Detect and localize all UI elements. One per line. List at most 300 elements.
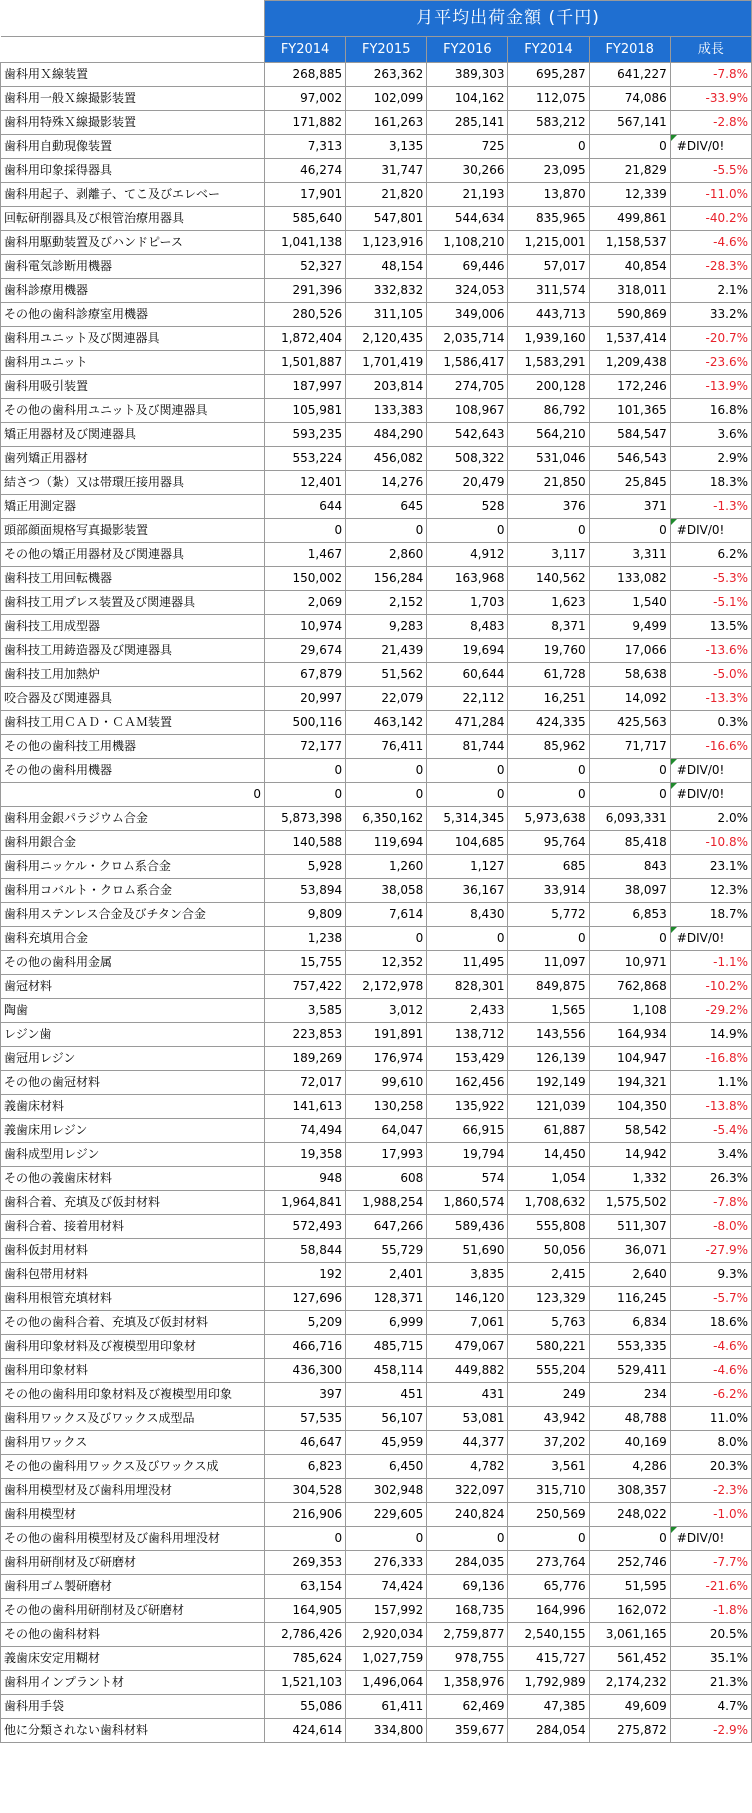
value-cell[interactable]: 835,965 [508, 207, 589, 231]
value-cell[interactable]: 3,061,165 [589, 1623, 670, 1647]
value-cell[interactable]: 456,082 [346, 447, 427, 471]
value-cell[interactable]: 0 [508, 927, 589, 951]
value-cell[interactable]: 164,934 [589, 1023, 670, 1047]
value-cell[interactable]: 276,333 [346, 1551, 427, 1575]
value-cell[interactable]: 43,942 [508, 1407, 589, 1431]
value-cell[interactable]: 6,823 [265, 1455, 346, 1479]
value-cell[interactable]: 500,116 [265, 711, 346, 735]
value-cell[interactable]: 0 [346, 927, 427, 951]
value-cell[interactable]: 12,339 [589, 183, 670, 207]
value-cell[interactable]: 127,696 [265, 1287, 346, 1311]
value-cell[interactable]: 3,835 [427, 1263, 508, 1287]
row-label-cell[interactable]: レジン歯 [1, 1023, 265, 1047]
growth-cell[interactable]: 6.2% [670, 543, 751, 567]
growth-cell[interactable]: 1.1% [670, 1071, 751, 1095]
value-cell[interactable]: 104,350 [589, 1095, 670, 1119]
value-cell[interactable]: 471,284 [427, 711, 508, 735]
value-cell[interactable]: 48,788 [589, 1407, 670, 1431]
value-cell[interactable]: 20,479 [427, 471, 508, 495]
value-cell[interactable]: 85,962 [508, 735, 589, 759]
value-cell[interactable]: 2,920,034 [346, 1623, 427, 1647]
value-cell[interactable]: 9,499 [589, 615, 670, 639]
value-cell[interactable]: 116,245 [589, 1287, 670, 1311]
value-cell[interactable]: 15,755 [265, 951, 346, 975]
value-cell[interactable]: 5,973,638 [508, 807, 589, 831]
value-cell[interactable]: 58,638 [589, 663, 670, 687]
value-cell[interactable]: 14,276 [346, 471, 427, 495]
row-label-cell[interactable]: その他の歯科材料 [1, 1623, 265, 1647]
row-label-cell[interactable]: 歯科用Ｘ線装置 [1, 63, 265, 87]
growth-cell[interactable]: 12.3% [670, 879, 751, 903]
value-cell[interactable]: 36,167 [427, 879, 508, 903]
row-label-cell[interactable]: 歯科用模型材 [1, 1503, 265, 1527]
value-cell[interactable]: 14,092 [589, 687, 670, 711]
value-cell[interactable]: 74,424 [346, 1575, 427, 1599]
value-cell[interactable]: 50,056 [508, 1239, 589, 1263]
value-cell[interactable]: 128,371 [346, 1287, 427, 1311]
value-cell[interactable]: 2,069 [265, 591, 346, 615]
growth-cell[interactable]: -16.8% [670, 1047, 751, 1071]
row-label-cell[interactable]: 歯科技工用ＣＡＤ・ＣＡＭ装置 [1, 711, 265, 735]
value-cell[interactable]: 12,352 [346, 951, 427, 975]
value-cell[interactable]: 511,307 [589, 1215, 670, 1239]
value-cell[interactable]: 334,800 [346, 1719, 427, 1743]
value-cell[interactable]: 0 [508, 759, 589, 783]
value-cell[interactable]: 1,565 [508, 999, 589, 1023]
value-cell[interactable]: 19,694 [427, 639, 508, 663]
value-cell[interactable]: 52,327 [265, 255, 346, 279]
value-cell[interactable]: 61,728 [508, 663, 589, 687]
value-cell[interactable]: 7,313 [265, 135, 346, 159]
row-label-cell[interactable]: 矯正用器材及び関連器具 [1, 423, 265, 447]
value-cell[interactable]: 280,526 [265, 303, 346, 327]
value-cell[interactable]: 123,329 [508, 1287, 589, 1311]
value-cell[interactable]: 0 [346, 759, 427, 783]
growth-cell[interactable]: 20.5% [670, 1623, 751, 1647]
value-cell[interactable]: 553,224 [265, 447, 346, 471]
value-cell[interactable]: 263,362 [346, 63, 427, 87]
value-cell[interactable]: 240,824 [427, 1503, 508, 1527]
value-cell[interactable]: 189,269 [265, 1047, 346, 1071]
value-cell[interactable]: 978,755 [427, 1647, 508, 1671]
value-cell[interactable]: 311,574 [508, 279, 589, 303]
growth-cell[interactable]: -7.7% [670, 1551, 751, 1575]
value-cell[interactable]: 229,605 [346, 1503, 427, 1527]
growth-cell[interactable]: -1.3% [670, 495, 751, 519]
growth-cell[interactable]: -16.6% [670, 735, 751, 759]
value-cell[interactable]: 641,227 [589, 63, 670, 87]
value-cell[interactable]: 153,429 [427, 1047, 508, 1071]
value-cell[interactable]: 29,674 [265, 639, 346, 663]
value-cell[interactable]: 86,792 [508, 399, 589, 423]
value-cell[interactable]: 164,996 [508, 1599, 589, 1623]
value-cell[interactable]: 644 [265, 495, 346, 519]
value-cell[interactable]: 0 [427, 927, 508, 951]
value-cell[interactable]: 5,763 [508, 1311, 589, 1335]
growth-cell[interactable]: 2.9% [670, 447, 751, 471]
value-cell[interactable]: 2,174,232 [589, 1671, 670, 1695]
value-cell[interactable]: 1,054 [508, 1167, 589, 1191]
value-cell[interactable]: 376 [508, 495, 589, 519]
value-cell[interactable]: 51,690 [427, 1239, 508, 1263]
growth-cell[interactable]: -11.0% [670, 183, 751, 207]
row-label-cell[interactable]: 結さつ（紮）又は帯環圧接用器具 [1, 471, 265, 495]
value-cell[interactable]: 685 [508, 855, 589, 879]
value-cell[interactable]: 63,154 [265, 1575, 346, 1599]
value-cell[interactable]: 203,814 [346, 375, 427, 399]
value-cell[interactable]: 85,418 [589, 831, 670, 855]
growth-error-cell[interactable]: #DIV/0! [670, 1527, 751, 1551]
row-label-cell[interactable]: 歯科成型用レジン [1, 1143, 265, 1167]
row-label-cell[interactable]: 義歯床用レジン [1, 1119, 265, 1143]
value-cell[interactable]: 69,446 [427, 255, 508, 279]
value-cell[interactable]: 608 [346, 1167, 427, 1191]
growth-cell[interactable]: -13.8% [670, 1095, 751, 1119]
col-header-fy2016[interactable]: FY2016 [427, 37, 508, 63]
value-cell[interactable]: 2,401 [346, 1263, 427, 1287]
row-label-cell[interactable]: その他の歯科用ユニット及び関連器具 [1, 399, 265, 423]
value-cell[interactable]: 3,311 [589, 543, 670, 567]
value-cell[interactable]: 1,540 [589, 591, 670, 615]
value-cell[interactable]: 13,870 [508, 183, 589, 207]
row-label-cell[interactable]: その他の義歯床材料 [1, 1167, 265, 1191]
value-cell[interactable]: 74,086 [589, 87, 670, 111]
growth-cell[interactable]: -6.2% [670, 1383, 751, 1407]
value-cell[interactable]: 104,162 [427, 87, 508, 111]
value-cell[interactable]: 785,624 [265, 1647, 346, 1671]
corner-cell[interactable] [1, 1, 265, 37]
value-cell[interactable]: 1,260 [346, 855, 427, 879]
growth-cell[interactable]: 18.3% [670, 471, 751, 495]
growth-cell[interactable]: -28.3% [670, 255, 751, 279]
value-cell[interactable]: 36,071 [589, 1239, 670, 1263]
row-label-cell[interactable]: その他の歯科合着、充填及び仮封材料 [1, 1311, 265, 1335]
value-cell[interactable]: 0 [265, 519, 346, 543]
row-label-cell[interactable]: 歯科用インプラント材 [1, 1671, 265, 1695]
value-cell[interactable]: 74,494 [265, 1119, 346, 1143]
value-cell[interactable]: 105,981 [265, 399, 346, 423]
row-label-cell[interactable]: 歯科用銀合金 [1, 831, 265, 855]
value-cell[interactable]: 1,872,404 [265, 327, 346, 351]
value-cell[interactable]: 567,141 [589, 111, 670, 135]
value-cell[interactable]: 828,301 [427, 975, 508, 999]
growth-cell[interactable]: 3.6% [670, 423, 751, 447]
value-cell[interactable]: 389,303 [427, 63, 508, 87]
value-cell[interactable]: 2,540,155 [508, 1623, 589, 1647]
value-cell[interactable]: 25,845 [589, 471, 670, 495]
value-cell[interactable]: 311,105 [346, 303, 427, 327]
value-cell[interactable]: 140,588 [265, 831, 346, 855]
growth-cell[interactable]: 2.0% [670, 807, 751, 831]
value-cell[interactable]: 2,640 [589, 1263, 670, 1287]
value-cell[interactable]: 324,053 [427, 279, 508, 303]
value-cell[interactable]: 1,583,291 [508, 351, 589, 375]
value-cell[interactable]: 466,716 [265, 1335, 346, 1359]
value-cell[interactable]: 133,383 [346, 399, 427, 423]
value-cell[interactable]: 5,209 [265, 1311, 346, 1335]
value-cell[interactable]: 8,430 [427, 903, 508, 927]
value-cell[interactable]: 0 [589, 783, 670, 807]
value-cell[interactable]: 561,452 [589, 1647, 670, 1671]
row-label-cell[interactable]: 歯冠用レジン [1, 1047, 265, 1071]
row-label-cell[interactable]: 歯科用特殊Ｘ線撮影装置 [1, 111, 265, 135]
value-cell[interactable]: 547,801 [346, 207, 427, 231]
row-label-cell[interactable]: 陶歯 [1, 999, 265, 1023]
value-cell[interactable]: 168,735 [427, 1599, 508, 1623]
value-cell[interactable]: 121,039 [508, 1095, 589, 1119]
value-cell[interactable]: 528 [427, 495, 508, 519]
value-cell[interactable]: 126,139 [508, 1047, 589, 1071]
col-header-fy2014[interactable]: FY2014 [265, 37, 346, 63]
value-cell[interactable]: 443,713 [508, 303, 589, 327]
row-label-cell[interactable]: 歯科仮封用材料 [1, 1239, 265, 1263]
value-cell[interactable]: 4,286 [589, 1455, 670, 1479]
row-label-cell[interactable]: 他に分類されない歯科材料 [1, 1719, 265, 1743]
value-cell[interactable]: 17,066 [589, 639, 670, 663]
row-label-cell[interactable]: 歯科用ゴム製研磨材 [1, 1575, 265, 1599]
value-cell[interactable]: 19,358 [265, 1143, 346, 1167]
value-cell[interactable]: 108,967 [427, 399, 508, 423]
row-label-cell[interactable]: 歯科用ユニット及び関連器具 [1, 327, 265, 351]
value-cell[interactable]: 3,117 [508, 543, 589, 567]
value-cell[interactable]: 55,086 [265, 1695, 346, 1719]
value-cell[interactable]: 555,808 [508, 1215, 589, 1239]
row-label-cell[interactable]: 義歯床安定用糊材 [1, 1647, 265, 1671]
value-cell[interactable]: 14,942 [589, 1143, 670, 1167]
row-label-cell[interactable]: 歯科包帯用材料 [1, 1263, 265, 1287]
growth-cell[interactable]: 18.6% [670, 1311, 751, 1335]
value-cell[interactable]: 61,887 [508, 1119, 589, 1143]
value-cell[interactable]: 164,905 [265, 1599, 346, 1623]
growth-error-cell[interactable]: #DIV/0! [670, 783, 751, 807]
value-cell[interactable]: 1,586,417 [427, 351, 508, 375]
value-cell[interactable]: 546,543 [589, 447, 670, 471]
value-cell[interactable]: 10,974 [265, 615, 346, 639]
value-cell[interactable]: 284,054 [508, 1719, 589, 1743]
value-cell[interactable]: 269,353 [265, 1551, 346, 1575]
value-cell[interactable]: 0 [427, 783, 508, 807]
value-cell[interactable]: 22,079 [346, 687, 427, 711]
value-cell[interactable]: 1,108 [589, 999, 670, 1023]
value-cell[interactable]: 0 [508, 783, 589, 807]
value-cell[interactable]: 56,107 [346, 1407, 427, 1431]
row-label-cell[interactable]: その他の歯冠材料 [1, 1071, 265, 1095]
value-cell[interactable]: 19,794 [427, 1143, 508, 1167]
value-cell[interactable]: 51,562 [346, 663, 427, 687]
value-cell[interactable]: 162,072 [589, 1599, 670, 1623]
value-cell[interactable]: 99,610 [346, 1071, 427, 1095]
row-label-cell[interactable]: その他の歯科用金属 [1, 951, 265, 975]
growth-cell[interactable]: 16.8% [670, 399, 751, 423]
value-cell[interactable]: 371 [589, 495, 670, 519]
row-label-cell[interactable]: 歯科用模型材及び歯科用埋没材 [1, 1479, 265, 1503]
row-label-cell[interactable]: その他の歯科用研削材及び研磨材 [1, 1599, 265, 1623]
value-cell[interactable]: 2,433 [427, 999, 508, 1023]
value-cell[interactable]: 17,993 [346, 1143, 427, 1167]
value-cell[interactable]: 0 [589, 759, 670, 783]
row-label-cell[interactable]: 歯科電気診断用機器 [1, 255, 265, 279]
growth-cell[interactable]: -4.6% [670, 1335, 751, 1359]
value-cell[interactable]: 6,350,162 [346, 807, 427, 831]
value-cell[interactable]: 64,047 [346, 1119, 427, 1143]
value-cell[interactable]: 1,215,001 [508, 231, 589, 255]
value-cell[interactable]: 17,901 [265, 183, 346, 207]
value-cell[interactable]: 1,332 [589, 1167, 670, 1191]
value-cell[interactable]: 1,027,759 [346, 1647, 427, 1671]
growth-cell[interactable]: -7.8% [670, 63, 751, 87]
value-cell[interactable]: 9,283 [346, 615, 427, 639]
value-cell[interactable]: 590,869 [589, 303, 670, 327]
value-cell[interactable]: 1,238 [265, 927, 346, 951]
value-cell[interactable]: 21,193 [427, 183, 508, 207]
value-cell[interactable]: 553,335 [589, 1335, 670, 1359]
value-cell[interactable]: 141,613 [265, 1095, 346, 1119]
value-cell[interactable]: 1,496,064 [346, 1671, 427, 1695]
value-cell[interactable]: 138,712 [427, 1023, 508, 1047]
value-cell[interactable]: 0 [589, 135, 670, 159]
value-cell[interactable]: 308,357 [589, 1479, 670, 1503]
value-cell[interactable]: 397 [265, 1383, 346, 1407]
row-label-cell[interactable]: 歯科用ステンレス合金及びチタン合金 [1, 903, 265, 927]
value-cell[interactable]: 38,058 [346, 879, 427, 903]
value-cell[interactable]: 544,634 [427, 207, 508, 231]
value-cell[interactable]: 359,677 [427, 1719, 508, 1743]
value-cell[interactable]: 302,948 [346, 1479, 427, 1503]
row-label-cell[interactable]: 歯科技工用成型器 [1, 615, 265, 639]
value-cell[interactable]: 5,873,398 [265, 807, 346, 831]
growth-cell[interactable]: -1.0% [670, 1503, 751, 1527]
value-cell[interactable]: 436,300 [265, 1359, 346, 1383]
growth-cell[interactable]: -1.1% [670, 951, 751, 975]
value-cell[interactable]: 1,964,841 [265, 1191, 346, 1215]
value-cell[interactable]: 574 [427, 1167, 508, 1191]
value-cell[interactable]: 133,082 [589, 567, 670, 591]
value-cell[interactable]: 6,450 [346, 1455, 427, 1479]
value-cell[interactable]: 11,097 [508, 951, 589, 975]
value-cell[interactable]: 161,263 [346, 111, 427, 135]
value-cell[interactable]: 21,439 [346, 639, 427, 663]
value-cell[interactable]: 2,035,714 [427, 327, 508, 351]
value-cell[interactable]: 194,321 [589, 1071, 670, 1095]
value-cell[interactable]: 268,885 [265, 63, 346, 87]
value-cell[interactable]: 223,853 [265, 1023, 346, 1047]
value-cell[interactable]: 102,099 [346, 87, 427, 111]
growth-cell[interactable]: 0.3% [670, 711, 751, 735]
growth-cell[interactable]: 13.5% [670, 615, 751, 639]
value-cell[interactable]: 1,623 [508, 591, 589, 615]
row-label-cell[interactable]: 歯科充填用合金 [1, 927, 265, 951]
value-cell[interactable]: 2,759,877 [427, 1623, 508, 1647]
row-label-cell[interactable]: その他の歯科技工用機器 [1, 735, 265, 759]
value-cell[interactable]: 531,046 [508, 447, 589, 471]
value-cell[interactable]: 0 [589, 519, 670, 543]
value-cell[interactable]: 55,729 [346, 1239, 427, 1263]
growth-cell[interactable]: -10.8% [670, 831, 751, 855]
value-cell[interactable]: 0 [508, 1527, 589, 1551]
growth-cell[interactable]: 18.7% [670, 903, 751, 927]
value-cell[interactable]: 593,235 [265, 423, 346, 447]
row-label-cell[interactable]: 歯科用ユニット [1, 351, 265, 375]
value-cell[interactable]: 0 [346, 1527, 427, 1551]
value-cell[interactable]: 1,703 [427, 591, 508, 615]
value-cell[interactable]: 31,747 [346, 159, 427, 183]
value-cell[interactable]: 112,075 [508, 87, 589, 111]
value-cell[interactable]: 0 [265, 783, 346, 807]
growth-cell[interactable]: 3.4% [670, 1143, 751, 1167]
value-cell[interactable]: 463,142 [346, 711, 427, 735]
growth-cell[interactable]: -29.2% [670, 999, 751, 1023]
value-cell[interactable]: 9,809 [265, 903, 346, 927]
value-cell[interactable]: 274,705 [427, 375, 508, 399]
value-cell[interactable]: 849,875 [508, 975, 589, 999]
value-cell[interactable]: 757,422 [265, 975, 346, 999]
value-cell[interactable]: 130,258 [346, 1095, 427, 1119]
value-cell[interactable]: 23,095 [508, 159, 589, 183]
row-label-cell[interactable]: 歯科診療用機器 [1, 279, 265, 303]
growth-cell[interactable]: 4.7% [670, 1695, 751, 1719]
row-label-cell[interactable]: その他の歯科用印象材料及び複模型用印象 [1, 1383, 265, 1407]
value-cell[interactable]: 72,017 [265, 1071, 346, 1095]
row-label-cell[interactable]: 歯冠材料 [1, 975, 265, 999]
value-cell[interactable]: 104,947 [589, 1047, 670, 1071]
value-cell[interactable]: 3,135 [346, 135, 427, 159]
value-cell[interactable]: 234 [589, 1383, 670, 1407]
value-cell[interactable]: 7,614 [346, 903, 427, 927]
value-cell[interactable]: 424,335 [508, 711, 589, 735]
value-cell[interactable]: 3,012 [346, 999, 427, 1023]
value-cell[interactable]: 4,912 [427, 543, 508, 567]
row-label-cell[interactable]: 歯科合着、充填及び仮封材料 [1, 1191, 265, 1215]
value-cell[interactable]: 0 [508, 519, 589, 543]
value-cell[interactable]: 3,561 [508, 1455, 589, 1479]
value-cell[interactable]: 1,041,138 [265, 231, 346, 255]
row-label-cell[interactable]: 歯科用自動現像装置 [1, 135, 265, 159]
value-cell[interactable]: 1,860,574 [427, 1191, 508, 1215]
growth-cell[interactable]: -5.7% [670, 1287, 751, 1311]
value-cell[interactable]: 8,483 [427, 615, 508, 639]
value-cell[interactable]: 0 [589, 1527, 670, 1551]
row-label-cell[interactable]: その他の歯科診療室用機器 [1, 303, 265, 327]
growth-cell[interactable]: -33.9% [670, 87, 751, 111]
value-cell[interactable]: 1,158,537 [589, 231, 670, 255]
value-cell[interactable]: 76,411 [346, 735, 427, 759]
row-label-cell[interactable]: 歯科用駆動装置及びハンドピース [1, 231, 265, 255]
growth-cell[interactable]: -27.9% [670, 1239, 751, 1263]
value-cell[interactable]: 40,854 [589, 255, 670, 279]
value-cell[interactable]: 332,832 [346, 279, 427, 303]
value-cell[interactable]: 499,861 [589, 207, 670, 231]
value-cell[interactable]: 431 [427, 1383, 508, 1407]
value-cell[interactable]: 479,067 [427, 1335, 508, 1359]
row-label-cell[interactable]: 歯科用ワックス及びワックス成型品 [1, 1407, 265, 1431]
value-cell[interactable]: 191,891 [346, 1023, 427, 1047]
growth-cell[interactable]: -10.2% [670, 975, 751, 999]
growth-cell[interactable]: 20.3% [670, 1455, 751, 1479]
value-cell[interactable]: 119,694 [346, 831, 427, 855]
value-cell[interactable]: 0 [265, 759, 346, 783]
value-cell[interactable]: 6,834 [589, 1311, 670, 1335]
row-label-cell[interactable]: 歯科用手袋 [1, 1695, 265, 1719]
value-cell[interactable]: 5,928 [265, 855, 346, 879]
value-cell[interactable]: 564,210 [508, 423, 589, 447]
row-label-cell[interactable]: その他の歯科用ワックス及びワックス成 [1, 1455, 265, 1479]
value-cell[interactable]: 72,177 [265, 735, 346, 759]
value-cell[interactable]: 200,128 [508, 375, 589, 399]
value-cell[interactable]: 315,710 [508, 1479, 589, 1503]
value-cell[interactable]: 1,939,160 [508, 327, 589, 351]
row-label-cell[interactable]: 歯科用印象材料 [1, 1359, 265, 1383]
growth-error-cell[interactable]: #DIV/0! [670, 135, 751, 159]
